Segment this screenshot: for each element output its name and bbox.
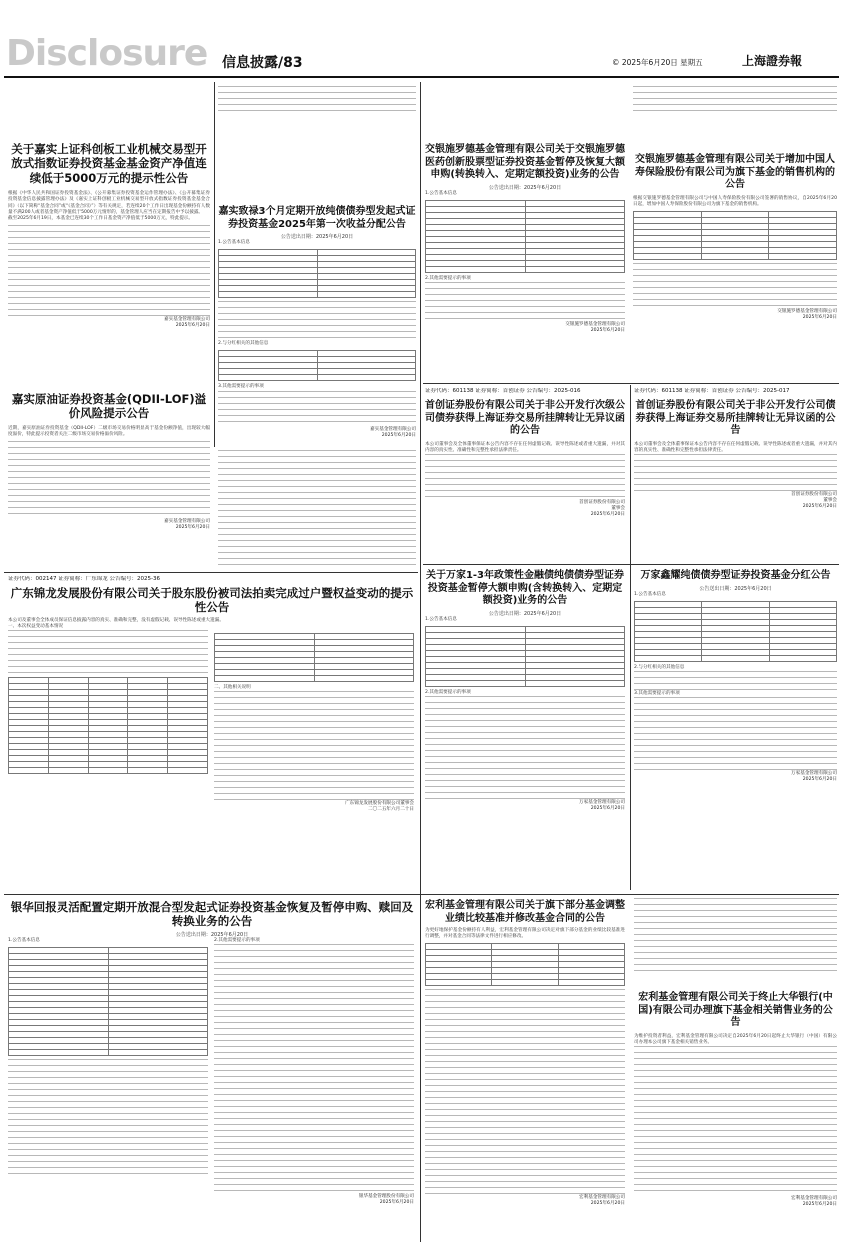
- divider: [423, 383, 839, 384]
- notice-jiaoyin-chinalife: [633, 86, 837, 380]
- notice-title: 交银施罗德基金管理有限公司关于增加中国人寿保险股份有限公司为旗下基金的销售机构的公告: [635, 154, 835, 190]
- section-heading: 2.与分红相关的其他信息: [218, 341, 269, 347]
- divider: [4, 894, 839, 895]
- body-text-lines: [425, 282, 625, 322]
- divider: [420, 82, 421, 1242]
- body-text-lines: [214, 944, 414, 1194]
- body-text-lines: [633, 86, 837, 114]
- section-heading: 1.公告基本信息: [218, 240, 250, 245]
- notice-date: 公告送出日期：2025年6月20日: [280, 234, 354, 240]
- disclosure-logo: Disclosure: [6, 33, 208, 74]
- notice-shouchuang-017: [634, 388, 837, 562]
- info-table: [634, 601, 837, 662]
- notice-title: 万家鑫耀纯债债券型证券投资基金分红公告: [640, 570, 831, 581]
- body-text-lines: [425, 454, 625, 500]
- body-text-lines: [8, 1059, 208, 1179]
- notice-signature: 宏利基金管理有限公司 2025年6月20日: [791, 1195, 837, 1207]
- notice-signature: 广东锦龙发展股份有限公司董事会 二〇二五年六月二十日: [345, 801, 414, 813]
- newspaper-name: 上海證券報: [742, 54, 803, 68]
- notice-guangdong-jinlong: [8, 576, 416, 890]
- notice-jiaoyin-pharma: [425, 86, 625, 380]
- notice-title: 嘉实原油证券投资基金(QDII-LOF)溢价风险提示公告: [11, 392, 207, 421]
- issue-date: © 2025年6月20日 星期五: [612, 58, 703, 67]
- body-text-lines: [218, 86, 416, 116]
- notice-date: 公告送出日期：2025年6月20日: [488, 610, 562, 617]
- notice-wanjia-xinyao: [634, 568, 837, 890]
- divider: [630, 568, 631, 890]
- body-text-lines: [634, 454, 837, 492]
- section-heading: 2.其他需要提示的事项: [425, 275, 471, 281]
- notice-code: 证券代码：601138 证券简称：首创证券 公告编号：2025-017: [634, 388, 790, 394]
- notice-code: 证券代码：601138 证券简称：首创证券 公告编号：2025-016: [425, 388, 581, 394]
- section-heading: 1.公告基本信息: [425, 190, 457, 196]
- notice-signature: 交银施罗德基金管理有限公司 2025年6月20日: [777, 308, 837, 320]
- notice-hongli-benchmark: [425, 898, 625, 1242]
- body-text-lines: [425, 696, 625, 800]
- notice-jiashi-kechuang: [8, 86, 210, 386]
- section-heading: 1.公告基本信息: [634, 591, 666, 597]
- notice-body: 为更好地保护基金份额持有人利益，宏利基金管理有限公司决定对旗下部分基金的业绩比较基准进行调整，并对基金合同等法律文件进行相应修改。: [425, 928, 625, 940]
- notice-shouchuang-016: [425, 388, 625, 562]
- fund-list-table: [633, 211, 837, 260]
- notice-signature: 万家基金管理有限公司 2025年6月20日: [791, 771, 837, 783]
- notice-date: 公告送出日期：2025年6月20日: [175, 931, 249, 938]
- equity-change-table: [214, 633, 414, 682]
- notice-yinhua-return: [8, 898, 416, 1242]
- body-text-lines: [218, 450, 416, 566]
- section-heading: 2.与分红相关的其他信息: [634, 664, 685, 670]
- notice-title: 关于万家1-3年政策性金融债纯债债券型证券投资基金暂停大额申购(含转换转入、定期定额投资)业务的公告: [425, 570, 625, 606]
- notice-wanjia-policy-bond: [425, 568, 625, 890]
- notice-body: 本公司董事会及全体董事保证本公告内容不存在任何虚假记载、误导性陈述或者重大遗漏，并对其内容的真实性、准确性和完整性承担法律责任。: [634, 441, 837, 453]
- notice-signature: 万家基金管理有限公司 2025年6月20日: [579, 799, 625, 811]
- divider: [630, 385, 631, 570]
- notice-code: 证券代码：002147 证券简称：广东锦龙 公告编号：2025-36: [8, 576, 160, 582]
- notice-title: 嘉实致禄3个月定期开放纯债债券型发起式证券投资基金2025年第一次收益分配公告: [218, 206, 416, 230]
- shareholding-table: [8, 677, 208, 774]
- body-text-lines: [634, 898, 837, 974]
- notice-title: 银华回报灵活配置定期开放混合型发起式证券投资基金恢复及暂停申购、赎回及转换业务的公告: [10, 900, 414, 929]
- body-text-lines: [425, 989, 625, 1195]
- notice-body: 根据《中华人民共和国证券投资基金法》、《公开募集证券投资基金运作管理办法》、《公开募集证券投资基金信息披露管理办法》及《嘉实上证科创板工业机械交易型开放式指数证券投资基金基金合同》（以下简称“基金合同”或“《基金合同》”）等有关规定，若连续20个工作日出现基金份额持有人数量不满200人或者基金资产净值低于5000万元情形的，基金管理人应当在定期报告中予以披露。: [8, 191, 210, 215]
- body-text-lines: [218, 301, 416, 341]
- notice-signature: 嘉实基金管理有限公司 2025年6月20日: [164, 317, 210, 329]
- section-title: 信息披露/83: [222, 55, 303, 71]
- body-text-lines: [634, 697, 837, 771]
- info-table: [8, 947, 208, 1056]
- notice-signature: 银华基金管理股份有限公司 2025年6月20日: [358, 1193, 414, 1205]
- notice-jiashi-crude: [8, 388, 210, 570]
- body-text-lines: [218, 391, 416, 427]
- notice-jiashi-zhilu: [218, 86, 416, 446]
- info-table: [425, 626, 625, 687]
- section-heading: 2.其他需要提示的事项: [425, 689, 471, 695]
- notice-date: 公告送出日期：2025年6月20日: [699, 585, 772, 592]
- notice-title: 首创证券股份有限公司关于非公开发行公司债券获得上海证券交易所挂牌转让无异议函的公告: [635, 400, 836, 436]
- body-text-lines: [633, 263, 837, 309]
- body-text-lines: [214, 691, 414, 801]
- notice-title: 关于嘉实上证科创板工业机械交易型开放式指数证券投资基金基金资产净值连续低于5000万元的提示性公告: [11, 142, 207, 185]
- section-heading: 3.其他需要提示的事项: [218, 384, 264, 390]
- divider: [423, 564, 839, 565]
- notice-title: 首创证券股份有限公司关于非公开发行次级公司债券获得上海证券交易所挂牌转让无异议函的公告: [425, 400, 625, 436]
- notice-body: 根据交银施罗德基金管理有限公司与中国人寿保险股份有限公司签署的销售协议，自2025年6月20日起，增加中国人寿保险股份有限公司为旗下基金的销售机构。: [633, 195, 837, 207]
- notice-title: 宏利基金管理有限公司关于终止大华银行(中国)有限公司办理旗下基金相关销售业务的公告: [638, 992, 833, 1028]
- info-table: [218, 249, 416, 298]
- body-text-lines: [8, 225, 210, 317]
- notice-signature: 嘉实基金管理有限公司 2025年6月20日: [370, 426, 416, 438]
- body-text-lines: [8, 630, 208, 674]
- notice-signature: 交银施罗德基金管理有限公司 2025年6月20日: [565, 321, 625, 333]
- divider: [4, 572, 418, 573]
- notice-title: 交银施罗德基金管理有限公司关于交银施罗德医药创新股票型证券投资基金暂停及恢复大额申购(转换转入、定期定额投资)业务的公告: [425, 144, 625, 180]
- masthead-rule: [4, 76, 839, 78]
- divider: [214, 82, 215, 447]
- section-heading: 一、本次权益变动基本情况: [8, 623, 64, 629]
- masthead: [0, 0, 843, 78]
- notice-date: 公告送出日期：2025年6月20日: [488, 184, 562, 191]
- info-table: [425, 200, 625, 273]
- section-heading: 1.公告基本信息: [425, 616, 457, 622]
- notice-body: 近期，嘉实原油证券投资基金（QDII-LOF）二级市场交易价格明显高于基金份额净值，出现较大幅度溢价，特此提示投资者关注二级市场交易价格溢价风险。: [8, 425, 210, 437]
- notice-hongli-uob: [634, 898, 837, 1242]
- body-text-lines: [8, 441, 210, 519]
- notice-title: 宏利基金管理有限公司关于旗下部分基金调整业绩比较基准并修改基金合同的公告: [425, 900, 625, 924]
- notice-title: 广东锦龙发展股份有限公司关于股东股份被司法拍卖完成过户暨权益变动的提示性公告: [10, 586, 414, 615]
- notice-body: 截至2025年6月19日，本基金已连续30个工作日基金资产净值低于5000万元，特此提示。: [8, 215, 193, 221]
- fund-list-table: [425, 943, 625, 986]
- section-heading: 2.其他需要提示的事项: [214, 937, 260, 943]
- notice-signature: 首创证券股份有限公司 董事会 2025年6月20日: [791, 491, 837, 509]
- dividend-table: [218, 350, 416, 381]
- notice-body: 本公司董事会及全体董事保证本公告内容不存在任何虚假记载、误导性陈述或者重大遗漏，并对其内容的真实性、准确性和完整性承担法律责任。: [425, 441, 625, 453]
- notice-signature: 宏利基金管理有限公司 2025年6月20日: [579, 1195, 625, 1207]
- notice-signature: 嘉实基金管理有限公司 2025年6月20日: [164, 519, 210, 531]
- body-text-lines: [634, 1046, 837, 1196]
- notice-signature: 首创证券股份有限公司 董事会 2025年6月20日: [579, 499, 625, 517]
- notice-body: 为维护投资者利益，宏利基金管理有限公司决定自2025年6月20日起终止大华银行（中国）有限公司办理本公司旗下基金相关销售业务。: [634, 1033, 837, 1045]
- section-heading: 3.其他需要提示的事项: [634, 690, 680, 696]
- notice-body: 本公司及董事会全体成员保证信息披露内容的真实、准确和完整，没有虚假记载、误导性陈述或重大遗漏。: [8, 617, 224, 623]
- section-heading: 二、其他相关说明: [214, 685, 251, 691]
- section-heading: 1.公告基本信息: [8, 937, 40, 943]
- body-text-lines: [634, 671, 837, 691]
